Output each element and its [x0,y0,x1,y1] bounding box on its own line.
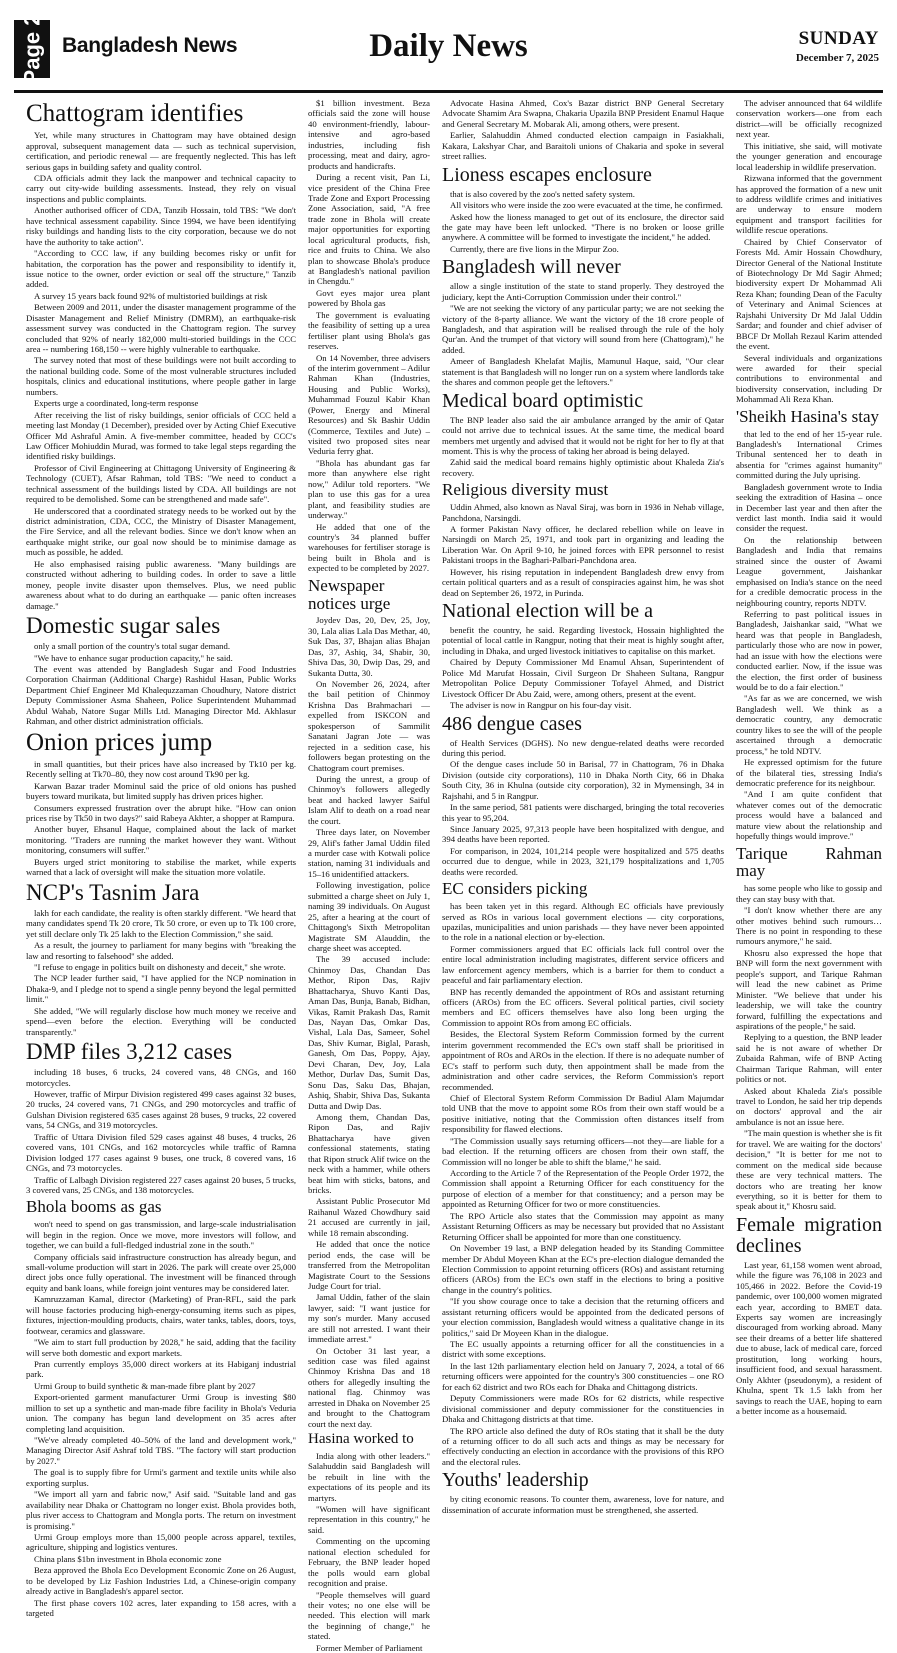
article-headline: Bhola booms as gas [26,1197,162,1217]
article-paragraph: "If you show courage once to take a decision that the returning officers and assistant returning officers would be appointed from the dedicated persons of your election commission, Bangladesh would witness a qualitative change in its politics," said Dr Moyeen Khan in the dialogue. [442,1296,724,1338]
article-paragraph: After receiving the list of risky buildings, senior officials of CCC held a meeting last Monday (1 December), presided over by Acting Chief Executive Officer Md Ashraful Amin. A five-member committee, headed by CCC's Law Officer Mohiuddin Murad, was formed to take legal steps regarding the identified risky buildings. [26,409,296,462]
article-paragraph: including 18 buses, 6 trucks, 24 covered vans, 48 CNGs, and 160 motorcycles. [26,1067,296,1088]
article-paragraph: Former Member of Parliament [316,1642,423,1653]
article-paragraph: Besides, the Electoral System Reform Commission formed by the current interim government recommended the EC's own staff shall be prioritised in appointment of ROs and AROs in the election. If there is no adequate number of EC's staff to perform such duty, then appointment shall be made from the administration and other cadre services, the Reform Commission's report recommended. [442,1029,724,1092]
article-paragraph: "The Commission usually says returning officers—not they—are liable for a bad election. If the returning officers are chosen from their own staff, the Commission will no longer be able to shift the blame," he said. [442,1135,724,1167]
article-paragraph: Traffic of Uttara Division filed 529 cases against 48 buses, 4 trucks, 26 covered vans, 101 CNGs, and 162 motorcycles while traffic of Ramna Division lodged 177 cases against 9 buses, one truck, 8 covered vans, 16 CNGs, and 73 motorcycles. [26,1131,296,1174]
column-2 [308,98,430,1653]
article-paragraph: The 39 accused include: Chinmoy Das, Chandan Das Methor, Ripon Das, Rajiv Bhattacharya, Shuvo Kanti Das, Aman Das, Bunja, Banab, Bidhan, Vikas, Ramit Prakash Das, Ramit Das, Nayan Das, Omkar Das, Vishal, Lala Das, Sameer, Sohel Das, Shiv Kumar, Biglal, Parash, Ganesh, Om Das, Poppy, Ajay, Devi Charan, Dev, Joy, Lala Methor, Durlav Das, Sumit Das, Sonu Das, Saku Das, Bhajan, Ashiq, Shabir, Shiva Das, Sukanta Dutta and Dwip Das. [308,954,430,1111]
article-paragraph: According to the Article 7 of the Representation of the People Order 1972, the Commission shall appoint a Returning Officer for each constituency for the purpose of election of a member for that constituency; and a person may be appointed as Returning Officer for two or more constituencies. [442,1168,724,1210]
article [308,98,430,574]
article-headline: Youths' leadership [442,1469,589,1492]
article-paragraph: Urmi Group employs more than 15,000 people across apparel, textiles, agriculture, shipping and logistics ventures. [26,1531,296,1553]
article-paragraph: BNP has recently demanded the appointment of ROs and assistant returning officers (AROs) from the EC officers. Several political parties, civil society members and EC officers themselves have also long been urging the Commission to appoint ROs from among EC officials. [442,986,724,1028]
article-paragraph: The goal is to supply fibre for Urmi's garment and textile units while also exporting surplus. [26,1467,296,1488]
article-paragraph: Last year, 61,158 women went abroad, while the figure was 76,108 in 2023 and 105,466 in 2022. Before the Covid-19 pandemic, over 100,000 women migrated each year, according to BMET data. Experts say women are increasingly discouraged from working abroad. Many see their dreams of a better life shattered due to abuse, lack of medical care, forced prostitution, long working hours, insufficient food, and sexual harassment. Only Akhter (pseudonym), a resident of Khulna, spent Tk 1.5 lakh from her savings to reach the UAE, hoping to earn a better income as a housemaid. [736,1259,882,1416]
article [736,845,882,1212]
article-paragraph: All visitors who were inside the zoo were evacuated at the time, he confirmed. [450,200,723,211]
article-headline: Newspaper notices urge [308,575,391,613]
article-paragraph: Since January 2025, 97,313 people have been hospitalized with dengue, and 394 deaths have been reported. [442,824,724,845]
article-headline: Bangladesh will never [442,256,621,279]
article-headline: 486 dengue cases [442,712,582,735]
article-paragraph: Earlier, Salahuddin Ahmed conducted election campaign in Fasiakhali, Kakara, Lakshyar Char, and Baraitoli unions of Chakaria and spoke in several street rallies. [442,130,724,162]
article [442,601,724,711]
article-paragraph: A survey 15 years back found 92% of multistoried buildings at risk [34,290,268,301]
article-paragraph: Ameer of Bangladesh Khelafat Majlis, Mamunul Haque, said, "Our clear statement is that Bangladesh will no longer run on a system where landlords take the shares and common people get the leftovers." [442,356,724,388]
article-paragraph: by citing economic reasons. To counter them, awareness, love for nature, and dissemination of accurate information must be strengthened, she asserted. [442,1494,724,1515]
article-paragraph: "We've already completed 40–50% of the land and development work," Managing Director Asif Ashraf told TBS. "The factory will start production by 2027." [26,1435,296,1466]
article-paragraph: Another authorised officer of CDA, Tanzib Hossain, told TBS: "We don't have technical assessment capability. Since 1994, we have been identifying risky buildings and handing lists to the city corporation, because we do not have the authority to take action". [26,205,296,247]
article-paragraph: He added that once the notice period ends, the case will be transferred from the Metropolitan Magistrate Court to the Sessions Judge Court for trial. [308,1239,430,1291]
article-paragraph: allow a single institution of the state to stand properly. They destroyed the judiciary, kept the Anti-Corruption Commission under their control." [442,281,724,302]
article-paragraph: The RPO Article also states that the Commission may appoint as many Assistant Returning Officers as may be necessary but provided that no Assistant Returning Officer shall be appointed for more than one constituency. [442,1210,724,1242]
article-paragraph: Beza approved the Bhola Eco Development Economic Zone on 26 August, to be developed by Liz Fashion Industries Ltd, a Chinese-origin company already active in Bangladesh's apparel sector. [26,1565,296,1597]
article-paragraph: China plans $1bn investment in Bhola economic zone [34,1553,222,1564]
article-paragraph: Urmi Group to build synthetic & man-made fibre plant by 2027 [34,1380,256,1391]
article-paragraph: Consumers expressed frustration over the abrupt hike. "How can onion prices rise by Tk50 in two days?" said Rabeya Akhter, a shopper at Rampura. [26,802,296,824]
article-paragraph: Among them, Chandan Das, Ripon Das, and Rajiv Bhattacharya have given confessional statements, stating that Ripon struck Alif twice on the neck with a hammer, while others beat him with sticks, batons, and bricks. [308,1111,430,1195]
article-headline: National election will be a [442,600,654,623]
article-paragraph: Chief of Electoral System Reform Commission Dr Badiul Alam Majumdar told UNB that the move to appoint some ROs from their own staff would be a positive initiative, noting that the Commission often distances itself from responsibility for flawed elections. [442,1092,724,1135]
article-paragraph: Currently, there are five lions in the Mirpur Zoo. [450,243,619,254]
article-paragraph: that led to the end of her 15-year rule. Bangladesh's International Crimes Tribunal sentenced her to death in absentia for "crimes against humanity" committed during the July uprising. [736,428,882,481]
publication-name: Bangladesh News [62,34,238,57]
article-paragraph: Three days later, on November 29, Alif's father Jamal Uddin filed a murder case with Kotwali police station, naming 31 individuals and 15–16 unidentified attackers. [308,827,430,879]
article-paragraph: Rizwana informed that the government has approved the formation of a new unit to address wildlife crimes and initiatives are underway to ensure modern equipment and transport facilities for wildlife rescue operations. [736,173,882,236]
article-paragraph: Joydev Das, 20, Dev, 25, Joy, 30, Lala alias Lala Das Methar, 40, Suk Das, 37, Bhajan alias Bhajan Das, 37, Ashiq, 34, Shabir, 30, Shiva Das, 30, Dwip Das, 29, and Sukanta Dutta, 30. [308,615,430,678]
article-paragraph: Govt eyes major urea plant powered by Bhola gas [308,287,430,309]
article-paragraph: The adviser announced that 64 wildlife conservation workers—one from each district—will be officially recognized next year. [736,98,882,140]
article-paragraph: He underscored that a coordinated strategy needs to be worked out by the district administration, CDA, CCC, the Ministry of Disaster Management, the Fire Service, and all the relevant bodies. Since we don't know when an earthquake might strike, our goal now should be to minimise damage as much as possible, he added. [26,505,296,558]
article-paragraph: "Women will have significant representation in this country," he said. [308,1504,430,1535]
article [442,714,724,878]
article [736,1215,882,1417]
article-paragraph: Bangladesh government wrote to India seeking the extradition of Hasina – once in December last year and then after the verdict last month. India said it would consider the request. [736,481,882,534]
article [26,1198,296,1618]
article-paragraph: He also emphasised raising public awareness. "Many buildings are constructed without adhering to building codes. In order to save a little money, people invite disaster upon themselves. Plus, we need public awareness about what to do during an earthquake — panic often increases damage." [26,558,296,611]
article-paragraph: has some people who like to gossip and they can stay busy with that. [736,883,882,904]
article-paragraph: Replying to a question, the BNP leader said he is not aware of whether Dr Zubaida Rahman, wife of BNP Acting Chairman Tarique Rahman, will enter politics or not. [736,1032,882,1085]
article-paragraph: in small quantities, but their prices have also increased by Tk10 per kg. Recently selling at Tk70–80, they now cost around Tk90 per kg. [26,758,296,780]
article-paragraph: Traffic of Lalbagh Division registered 227 cases against 20 buses, 5 trucks, 3 covered vans, 25 CNGs, and 138 motorcycles. [26,1174,296,1195]
article-paragraph: The government is evaluating the feasibility of setting up a urea fertiliser plant using Bhola's gas reserves. [308,309,430,352]
article-paragraph: "Bhola has abundant gas far more than anywhere else right now," Adilur told reporters. "We plan to use this gas for a urea plant, and feasibility studies are underway." [308,457,430,521]
article-paragraph: In the same period, 581 patients were discharged, bringing the total recoveries this year to 95,204. [442,802,724,823]
masthead [14,13,883,92]
article-paragraph: "The main question is whether she is fit for travel. We are waiting for the doctors' decision," "It is better for me not to comment on the medical side because these are very technical matters. The doctors who are treating her know everything, so it is better for them to speak about it," Khosru said. [736,1128,882,1212]
article-paragraph: lakh for each candidate, the reality is often starkly different. "We heard that many candidates spend Tk 20 crore, Tk 50 crore, or even up to Tk 100 crore, yet still declare only Tk 25 lakh to the Election Commission," she said. [26,907,296,939]
page-label: Page 2 [19,13,44,85]
section-title: Daily News [369,28,528,64]
article [442,1470,724,1515]
article-paragraph: Another buyer, Ehsanul Haque, complained about the lack of market monitoring. "Traders are running the market however they want. Without monitoring, consumers will suffer." [26,824,296,856]
article-paragraph: In the last 12th parliamentary election held on January 7, 2024, a total of 66 returning officers were appointed for the country's 300 constituencies – one RO for each 62 district and two ROs each for Dhaka and Chittagong districts. [442,1360,724,1392]
article [308,1432,430,1653]
article-paragraph: CDA officials admit they lack the manpower and technical capacity to carry out city-wide building assessments. Instead, they rely on visual inspections and public complaints. [26,173,296,204]
article-paragraph: only a small portion of the country's total sugar demand. [34,641,231,652]
issue-day: SUNDAY [798,28,879,49]
article [442,165,724,255]
article [736,98,882,405]
article-headline: 'Sheikh Hasina's stay [736,406,880,426]
article-paragraph: On November 26, 2024, after the bail petition of Chinmoy Krishna Das Brahmachari — expelled from ISKCON and spokesperson of Sammilit Sanatani Jagran Jote — was rejected in a sedition case, his followers began protesting on the Chattogram court premises. [308,679,430,773]
article-paragraph: However, traffic of Mirpur Division registered 499 cases against 32 buses, 20 trucks, 24 covered vans, 71 CNGs, and 290 motorcycles and traffic of Gulshan Division registered 635 cases against 28 buses, 9 trucks, 22 covered vans, 54 CNGs, and 319 motorcycles. [26,1089,296,1131]
article-paragraph: For comparison, in 2024, 101,214 people were hospitalized and 575 deaths occurred due to dengue, while in 2023, 321,179 hospitalizations and 1,705 deaths were recorded. [442,845,724,877]
article-paragraph: Zahid said the medical board remains highly optimistic about Khaleda Zia's recovery. [442,457,724,478]
article-paragraph: won't need to spend on gas transmission, and large-scale industrialisation will begin in the region. Once we move, more investors will follow, and together, we can build a full-fledged industrial zone in the south." [26,1219,296,1251]
article-paragraph: $1 billion investment. Beza officials said the zone will house 40 environment-friendly, labour-intensive and agro-based industries, including fish processing, meat and dairy, agro-products and handicrafts. [308,98,430,171]
article-paragraph: He expressed optimism for the future of the bilateral ties, stressing India's democratic preference for its neighbour. [736,757,882,788]
article-paragraph: Chaired by Deputy Commissioner Md Enamul Ahsan, Superintendent of Police Md Marufat Hossain, Civil Surgeon Dr Shaheen Sultana, Rangpur Metropolitan Police Deputy Commissioner Tofayel Ahmed, and District Livestock Officer Dr Abu Zaid, were, among others, present at the event. [442,657,724,699]
article-paragraph: Following investigation, police submitted a charge sheet on July 1, naming 39 individuals. On August 25, after a hearing at the court of Chittagong's Sixth Metropolitan Magistrate SM Alauddin, the charge sheet was accepted. [308,880,430,953]
article-paragraph: The adviser is now in Rangpur on his four-day visit. [450,700,632,711]
article-columns [26,98,883,1653]
article-paragraph: has been taken yet in this regard. Although EC officials have previously served as ROs in various local government elections — city corporations, upazilas, municipalities and union parishads — they have never been appointed to the role in a national election or by-election. [442,901,724,943]
article-headline: Hasina worked to [308,1431,414,1448]
article-paragraph: Deputy Commissioners were made ROs for 62 districts, while respective divisional commissioner and deputy commissioner for the constituencies in Dhaka and Chittagong districts at that time. [442,1393,724,1425]
article-paragraph: He added that one of the country's 34 planned buffer warehouses for fertiliser storage is being built in Bhola and is expected to be completed by 2027. [308,521,430,574]
article-paragraph: As a result, the journey to parliament for many begins with "breaking the law and resorting to falsehood" she added. [26,940,296,961]
article [26,730,296,878]
article-paragraph: Assistant Public Prosecutor Md Raihanul Wazed Chowdhury said 21 accused are currently in jail, while 18 remain absconding. [308,1196,430,1238]
article-paragraph: The event was attended by Bangladesh Sugar and Food Industries Corporation Chairman (Additional Charge) Rashidul Hasan, Public Works Department Chief Engineer Md Khalequzzaman Choudhury, Natore district Deputy Commissioner Asma Shaheen, Police Superintendent Muhammad Abdul Wahab, Natore Sugar Mills Ltd. Managing Director Md. Akhlasur Rahman, and other district administration officials. [26,663,296,727]
article-headline: Tarique Rahman may [736,843,882,881]
article-paragraph: She added, "We will regularly disclose how much money we receive and spend—even before the election. Everything will be conducted transparently." [26,1005,296,1037]
masthead-rule [14,90,883,93]
article-headline: Female migration declines [736,1213,882,1257]
article-paragraph: Of the dengue cases include 50 in Barisal, 77 in Chattogram, 76 in Dhaka Division (outside city corporations), 110 in Dhaka North City, 66 in Dhaka South City, 36 in Khulna (outside city corporation), 32 in Mymensingh, 34 in Rajshahi, and 5 in Rangpur. [442,759,724,801]
article-headline: Chattogram identifies [26,100,244,127]
article-headline: Domestic sugar sales [26,612,221,638]
article-paragraph: "According to CCC law, if any building becomes risky or unfit for habitation, the corporation has the power and responsibility to identify it, issue notice to the owner, order eviction or seal off the structure," Tanzib added. [26,248,296,290]
article-headline: EC considers picking [442,879,588,899]
article-paragraph: Professor of Civil Engineering at Chittagong University of Engineering & Technology (CUET), Afsar Rahman, told TBS: "We need to conduct a technical assessment of the buildings listed by CDA. All buildings are not required to be demolished. Some can be strengthened and made safe". [26,462,296,505]
article-paragraph: On October 31 last year, a sedition case was filed against Chinmoy Krishna Das and 18 others for allegedly insulting the national flag. Chinmoy was arrested in Dhaka on November 25 and brought to the Chattogram court the next day. [308,1345,430,1429]
article-paragraph: Former commissioners argued that EC officials lack full control over the entire local administration including magistrates, different service officers and law enforcement agency members, which is a barrier for them to conduct a peaceful and fair parliamentary election. [442,943,724,986]
article-paragraph: "I don't know whether there are any other motives behind such rumours… There is no point in responding to these rumours anymore," he said. [736,905,882,947]
article-paragraph: The first phase covers 102 acres, later expanding to 158 acres, with a targeted [26,1597,296,1619]
article-paragraph: of Health Services (DGHS). No new dengue-related deaths were recorded during this period. [442,737,724,758]
article [442,257,724,387]
article-paragraph: Commenting on the upcoming national election scheduled for February, the BNP leader hoped the polls would earn global recognition and praise. [308,1536,430,1589]
article [442,481,724,598]
column-4 [736,98,882,1416]
article-paragraph: Advocate Hasina Ahmed, Cox's Bazar district BNP General Secretary Advocate Shamim Ara Swapna, Chakaria Upazila BNP President Enamul Haque and General Secretary M. Mobarak Ali, among others, were present. [442,98,724,129]
article-paragraph: "As far as we are concerned, we wish Bangladesh well. We think as a democratic country, any democratic country likes to see the will of the people ascertained through a democratic process," he told NDTV. [736,693,882,756]
article-paragraph: "We import all yarn and fabric now," Asif said. "Suitable land and gas availability near Dhaka or Chattogram no longer exist. Bhola provides both, plus river access to Chattogram and Mongla ports. The return on investment is promising." [26,1489,296,1531]
article-headline: Onion prices jump [26,728,213,756]
article-paragraph: Pran currently employs 35,000 direct workers at its Habiganj industrial park. [26,1358,296,1380]
article-headline: NCP's Tasnim Jara [26,879,200,905]
article [26,101,296,611]
article-paragraph: Uddin Ahmed, also known as Naval Siraj, was born in 1936 in Nehab village, Panchdona, Narsingdi. [442,502,724,523]
article [442,391,724,479]
article-paragraph: On November 19 last, a BNP delegation headed by its Standing Committee member Dr Abdul Moyeen Khan at the EC's pre-election dialogue demanded the Election Commission to appoint returning officers (ROs) and assistant returning officers (AROs) from the EC's own staff in the elections to bring a positive change in the country's politics. [442,1243,724,1295]
article-paragraph: However, his rising reputation in independent Bangladesh drew envy from certain political quarters and as a result of conspiracies against him, he was shot dead on September 26, 1972, in Purinda. [442,566,724,598]
article [442,98,724,162]
article-headline: Medical board optimistic [442,389,644,412]
article-paragraph: Yet, while many structures in Chattogram may have obtained design approval, subsequent management data — such as technical supervision, certification, and periodic renewal — are frequently neglected. This has left serious gaps in building safety and quality control. [26,130,296,172]
column-1 [26,98,296,1619]
article-paragraph: During the unrest, a group of Chinmoy's followers allegedly beat and hacked lawyer Saiful Islam Alif to death on a road near the court. [308,773,430,826]
article-paragraph: benefit the country, he said. Regarding livestock, Hossain highlighted the potential of local cattle in Rangpur, noting that their meat is highly sought after, including in Dhaka, and urged livestock initiatives to capitalise on this market. [442,625,724,656]
article [26,881,296,1037]
article-paragraph: The survey noted that most of these buildings were not built according to the national building code. Some of the most vulnerable structures included hospitals, clinics and educational institutions, where people gather in large numbers. [26,355,296,397]
article-paragraph: Karwan Bazar trader Mominul said the price of old onions has pushed buyers toward murikata, but limited supply has driven prices higher. [26,780,296,802]
article-paragraph: On 14 November, three advisers of the interim government – Adilur Rahman Khan (Industries, Housing and Public Works), Muhammad Fouzul Kabir Khan (Power, Energy and Mineral Resources) and Sk Bashir Uddin (Commerce, Textiles and Jute) – visited two proposed sites near Veduria ferry ghat. [308,352,430,457]
article-paragraph: that is also covered by the zoo's netted safety system. [450,188,635,199]
column-3 [442,98,724,1515]
article-paragraph: Buyers urged strict monitoring to stabilise the market, while experts warned that a lack of oversight will make the situation more volatile. [26,856,296,878]
article-paragraph: The NCP leader further said, "I have applied for the NCP nomination in Dhaka-9, and I pledge not to spend a single penny beyond the legal permitted limit." [26,973,296,1005]
article-paragraph: The RPO article also defined the duty of ROs stating that it shall be the duty of a returning officer to do all such acts and things as may be necessary for effectively conducting an election in accordance with the provisions of this RPO and the electoral rules. [442,1425,724,1467]
article-paragraph: Between 2009 and 2011, under the disaster management programme of the Disaster Management and Relief Ministry (DMRM), an earthquake-risk assessment survey was conducted in the Chattogram region. The survey concluded that 92% of nearly 182,000 multi-storied buildings in the CCC area -- numbering 168,150 -- were highly vulnerable to earthquake. [26,302,296,354]
article-paragraph: Several individuals and organizations were awarded for their special contributions to environmental and biodiversity conservation, including Dr Mohammad Ali Reza Khan. [736,352,882,405]
article-paragraph: Chaired by Chief Conservator of Forests Md. Amir Hossain Chowdhury, Director General of the National Institute of Biotechnology Dr Md Sagir Ahmed; biodiversity expert Dr Mohammad Ali Reza Khan; founding Dean of the Faculty of Veterinary and Animal Sciences at Rajshahi University Dr Md Jalal Uddin Sardar; and founder and chief adviser of BBCF Dr Mollah Rezaul Karim attended the event. [736,236,882,352]
article-paragraph: "We are not seeking the victory of any particular party; we are not seeking the victory of the 8-party alliance. We want the victory of the 18 crore people of Bangladesh, and that aspiration will be realised through the rule of the holy Qur'an. And the trumpet of that victory will sound from here (Chattogram)," he added. [442,303,724,355]
article [26,1040,296,1195]
article [308,577,430,1429]
article-paragraph: Asked how the lioness managed to get out of its enclosure, the director said the gate may have been left unlocked. "There is no broken or loose grille anywhere. A committee will be formed to investigate the incident," he added. [442,211,724,243]
article-paragraph: The EC usually appoints a returning officer for all the constituencies in a district with some exceptions. [442,1339,724,1360]
article [26,614,296,727]
article-headline: Lioness escapes enclosure [442,163,652,186]
article-paragraph: Khosru also expressed the hope that BNP will form the next government with people's support, and Tarique Rahman will lead the new cabinet as Prime Minister. "We believe that under his leadership, we will take the country forward, fulfilling the expectations and aspirations of the people," he said. [736,947,882,1031]
article-paragraph: "People themselves will guard their votes; no one else will be needed. This election will mark the beginning of change," he stated. [308,1589,430,1642]
article-paragraph: On the relationship between Bangladesh and India that remains strained since the ouster of Awami League government, Jaishankar emphasised on India's stance on the need for a credible democratic process in the neighbouring country, reports NDTV. [736,534,882,608]
article-headline: DMP files 3,212 cases [26,1039,233,1065]
article-paragraph: During a recent visit, Pan Li, vice president of the China Free Trade Zone and Export Processing Zone Association, said, "A free trade zone in Bhola will create major opportunities for exporting local agricultural products, fish, rice and fruits to China. We also plan to showcase Bhola's produce at Bangladesh's national pavilion in Chengdu." [308,172,430,287]
article-paragraph: Referring to past political issues in Bangladesh, Jaishankar said, "What we heard was that people in Bangladesh, particularly those who are now in power, had an issue with how the elections were conducted earlier. Now, if the issue was the election, the first order of business would be to do a fair election." [736,608,882,693]
article [442,880,724,1467]
article-paragraph: A former Pakistan Navy officer, he declared rebellion while on leave in Narsingdi on March 25, 1971, and took part in organizing and leading the Liberation War. On April 9-10, he joined forces with EPR personnel to resist Pakistani troops in the Baghari-Palbari-Panchdona area. [442,523,724,566]
article-headline: Religious diversity must [442,480,609,500]
article-paragraph: "We aim to start full production by 2028," he said, adding that the facility will serve both domestic and export markets. [26,1337,296,1358]
issue-date: December 7, 2025 [795,52,879,64]
article-paragraph: Company officials said infrastructure construction has already begun, and small-volume production will start in 2026. The park will create over 25,000 direct jobs once fully operational. The investment will be financed through equity and bank loans, while foreign joint ventures may be considered later. [26,1251,296,1293]
article-paragraph: "I refuse to engage in politics built on dishonesty and deceit," she wrote. [34,961,286,972]
article-paragraph: "We have to enhance sugar production capacity," he said. [34,652,233,663]
article-paragraph: The BNP leader also said the air ambulance arranged by the amir of Qatar could not arrive due to technical issues. At the same time, the medical board members met urgently and advised that it would not be right for her to fly at that moment. This is why the process of taking her abroad is being delayed. [442,414,724,456]
article [736,408,882,842]
article-paragraph: Experts urge a coordinated, long-term response [34,398,199,409]
article-paragraph: Kamruzzaman Kamal, director (Marketing) of Pran-RFL, said the park will house factories producing high-energy-consuming items such as pipes, fixtures, injection-moulding products, chairs, water tanks, tables, doors, toys, footwear, ceramics and glassware. [26,1294,296,1336]
article-paragraph: Jamal Uddin, father of the slain lawyer, said: "I want justice for my son's murder. Many accused are still not arrested. I want their immediate arrest." [308,1292,430,1345]
article-paragraph: Export-oriented garment manufacturer Urmi Group is investing $80 million to set up a synthetic and man-made fibre facility in Bhola's Veduria union. The company has begun land development on 35 acres after completing land acquisition. [26,1392,296,1434]
article-paragraph: This initiative, she said, will motivate the younger generation and encourage local leadership in wildlife preservation. [736,140,882,172]
article-paragraph: "And I am quite confident that whatever comes out of the democratic process would have a balanced and mature view about the relationship and hopefully things would improve." [736,789,882,842]
article-paragraph: India along with other leaders." Salahuddin said Bangladesh will be rebuilt in line with the expectations of its people and its martyrs. [308,1450,430,1503]
article-paragraph: Asked about Khaleda Zia's possible travel to London, he said her trip depends on doctors' approval and the air ambulance is not an issue here. [736,1085,882,1127]
